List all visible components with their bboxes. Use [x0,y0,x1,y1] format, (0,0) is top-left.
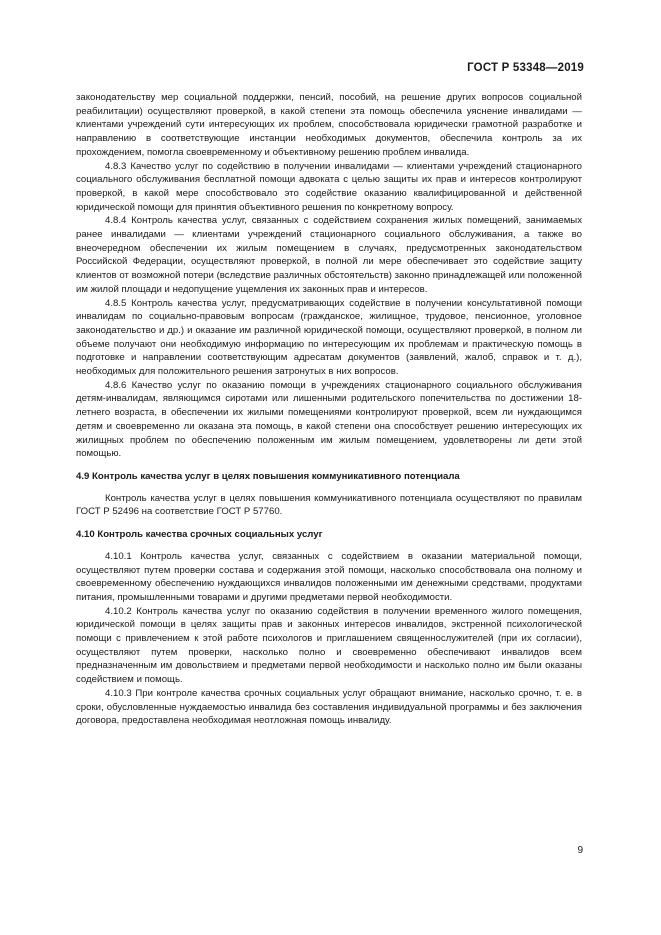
document-body [76,91,582,728]
paragraph-4-10-2: 4.10.2 Контроль качества услуг по оказанию содействия в получении временного жилого помещения, юридической помощи в целях защиты прав и законных интересов инвалидов, экстренной психологической помощи с привлечением к этой работе психологов и приглашением священнослужителей (при их согласии), осуществляют путем проверки, насколько полно и своевременно обеспечивают инвалидов всем предназначенным им довольствием и предметами первой необходимости и насколько полно им были оказаны содействием и помощь. [76,605,582,686]
section-heading-4-10: 4.10 Контроль качества срочных социальных услуг [76,529,323,541]
paragraph-4-8-5: 4.8.5 Контроль качества услуг, предусматривающих содействие в получении консультативной помощи инвалидам по социально-правовым вопросам (гражданское, жилищное, трудовое, пенсионное, уголовное законодательство и др.) и оказание им различной юридической помощи, осуществляют проверкой, в полном ли объеме получают они необходимую информацию по интересующим их проблемам и практическую помощь в подготовке и направлении соответствующим адресатам документов (заявлений, жалоб, справок и т. д.), необходимых для положительного решения затронутых в них вопросов. [76,297,582,378]
page-number: 9 [577,845,583,856]
paragraph-4-8-3: 4.8.3 Качество услуг по содействию в получении инвалидами — клиентами учреждений стационарного социального обслуживания бесплатной помощи адвоката с целью защиты их прав и интересов контролируют проверкой, в какой мере способствовало это содействие оказанию квалифицированной и действенной юридической помощи для принятия объективного решения по конкретному вопросу. [76,160,582,213]
paragraph-4-10-3: 4.10.3 При контроле качества срочных социальных услуг обращают внимание, насколько срочно, т. е. в сроки, обусловленные нуждаемостью инвалида без составления индивидуальной программы и без заключения договора, предоставлена необходимая неотложная помощь инвалиду. [76,687,582,727]
paragraph-4-10-1: 4.10.1 Контроль качества услуг, связанных с содействием в оказании материальной помощи, осуществляют путем проверки состава и содержания этой помощи, насколько способствовала она полному и своевременному обеспечению нуждающихся инвалидов положенными им денежными средствами, продуктами питания, промышленными товарами и другими предметами первой необходимости. [76,550,582,603]
paragraph-continuation: законодательству мер социальной поддержки, пенсий, пособий, на решение других вопросов социальной реабилитации) осуществляют проверкой, в какой степени эта помощь обеспечила уяснение инвалидами — клиентами учреждений сути интересующих их проблем, способствовала юридически грамотной разработке и направлению в соответствующие инстанции необходимых документов, обеспечила контроль за их прохождением, помогла своевременному и объективному решению проблем инвалида. [76,92,582,158]
section-heading-4-9: 4.9 Контроль качества услуг в целях повышения коммуникативного потенциала [76,470,460,482]
document-code: ГОСТ Р 53348—2019 [467,62,584,74]
paragraph-4-8-4: 4.8.4 Контроль качества услуг, связанных с содействием сохранения жилых помещений, занимаемых ранее инвалидами — клиентами учреждений стационарного социального обслуживания, а также во внеочередном обеспечении их жилым помещением в случаях, предусмотренных законодательством Российской Федерации, осуществляют проверкой, в полной ли мере обеспечивает это содействие защиту клиентов от возможной потери (вследствие различных обстоятельств) законно принадлежащей или положенной им жилой площади и недопущение ущемления их законных прав и интересов. [76,215,582,295]
paragraph-4-8-6: 4.8.6 Качество услуг по оказанию помощи в учреждениях стационарного социального обслуживания детям-инвалидам, являющимся сиротами или лишенными родительского попечительства по достижении 18-летнего возраста, в обеспечении их жилыми помещениями контролируют проверкой, всем ли нуждающимся детям и своевременно ли оказана эта помощь, в какой степени она способствует решению интересующих их жилищных проблем по обеспечению положенным им жилым помещением, удовлетворены ли дети этой помощью. [76,379,582,460]
paragraph-4-9: Контроль качества услуг в целях повышения коммуникативного потенциала осуществляют по правилам ГОСТ Р 52496 на соответствие ГОСТ Р 57760. [76,492,582,518]
